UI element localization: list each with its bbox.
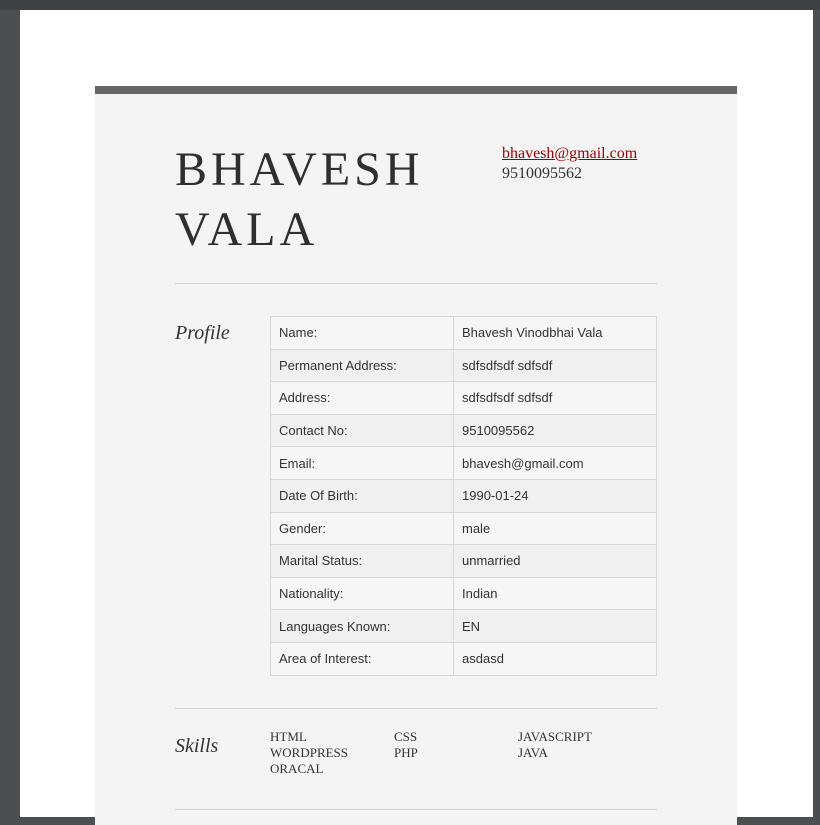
profile-divider (175, 708, 657, 709)
skill-item: HTML (270, 729, 307, 744)
profile-row (271, 512, 657, 545)
header-divider (175, 283, 657, 284)
last-name: VALA (175, 203, 319, 256)
profile-label: Contact No: (271, 414, 454, 447)
profile-label: Date Of Birth: (271, 479, 454, 512)
skill-item: CSS (394, 729, 418, 744)
profile-value: asdasd (454, 642, 657, 675)
skill-item: ORACAL (270, 761, 324, 776)
profile-label: Languages Known: (271, 610, 454, 643)
profile-value: unmarried (454, 545, 657, 578)
profile-label: Email: (271, 447, 454, 480)
profile-row (271, 447, 657, 480)
profile-value: sdfsdfsdf sdfsdf (454, 382, 657, 415)
profile-row (271, 610, 657, 643)
profile-label: Gender: (271, 512, 454, 545)
profile-row (271, 349, 657, 382)
contact-block (502, 144, 637, 184)
profile-section-title: Profile (175, 322, 230, 344)
profile-row (271, 414, 657, 447)
profile-label: Area of Interest: (271, 642, 454, 675)
skills-list (270, 729, 650, 777)
profile-label: Address: (271, 382, 454, 415)
profile-row (271, 317, 657, 350)
candidate-name (175, 140, 424, 260)
skill-item: WORDPRESS (270, 745, 349, 760)
profile-row (271, 642, 657, 675)
profile-row (271, 479, 657, 512)
profile-value: bhavesh@gmail.com (454, 447, 657, 480)
profile-value: 9510095562 (454, 414, 657, 447)
skills-section-title: Skills (175, 735, 219, 757)
profile-value: 1990-01-24 (454, 479, 657, 512)
profile-row (271, 577, 657, 610)
skills-divider (175, 809, 657, 810)
viewer-top-bar (0, 0, 820, 10)
profile-value: Indian (454, 577, 657, 610)
profile-label: Nationality: (271, 577, 454, 610)
skill-item: JAVA (518, 745, 548, 760)
profile-label: Name: (271, 317, 454, 350)
profile-label: Marital Status: (271, 545, 454, 578)
profile-row (271, 545, 657, 578)
email-link[interactable]: bhavesh@gmail.com (502, 145, 638, 162)
profile-row (271, 382, 657, 415)
profile-table (270, 316, 657, 676)
skill-item: PHP (394, 745, 418, 760)
profile-value: male (454, 512, 657, 545)
profile-value: sdfsdfsdf sdfsdf (454, 349, 657, 382)
skill-item: JAVASCRIPT (518, 729, 592, 744)
profile-value: Bhavesh Vinodbhai Vala (454, 317, 657, 350)
document-page (20, 10, 813, 817)
phone-number: 9510095562 (502, 165, 582, 182)
profile-label: Permanent Address: (271, 349, 454, 382)
profile-value: EN (454, 610, 657, 643)
resume-sheet (95, 86, 737, 825)
first-name: BHAVESH (175, 143, 424, 196)
